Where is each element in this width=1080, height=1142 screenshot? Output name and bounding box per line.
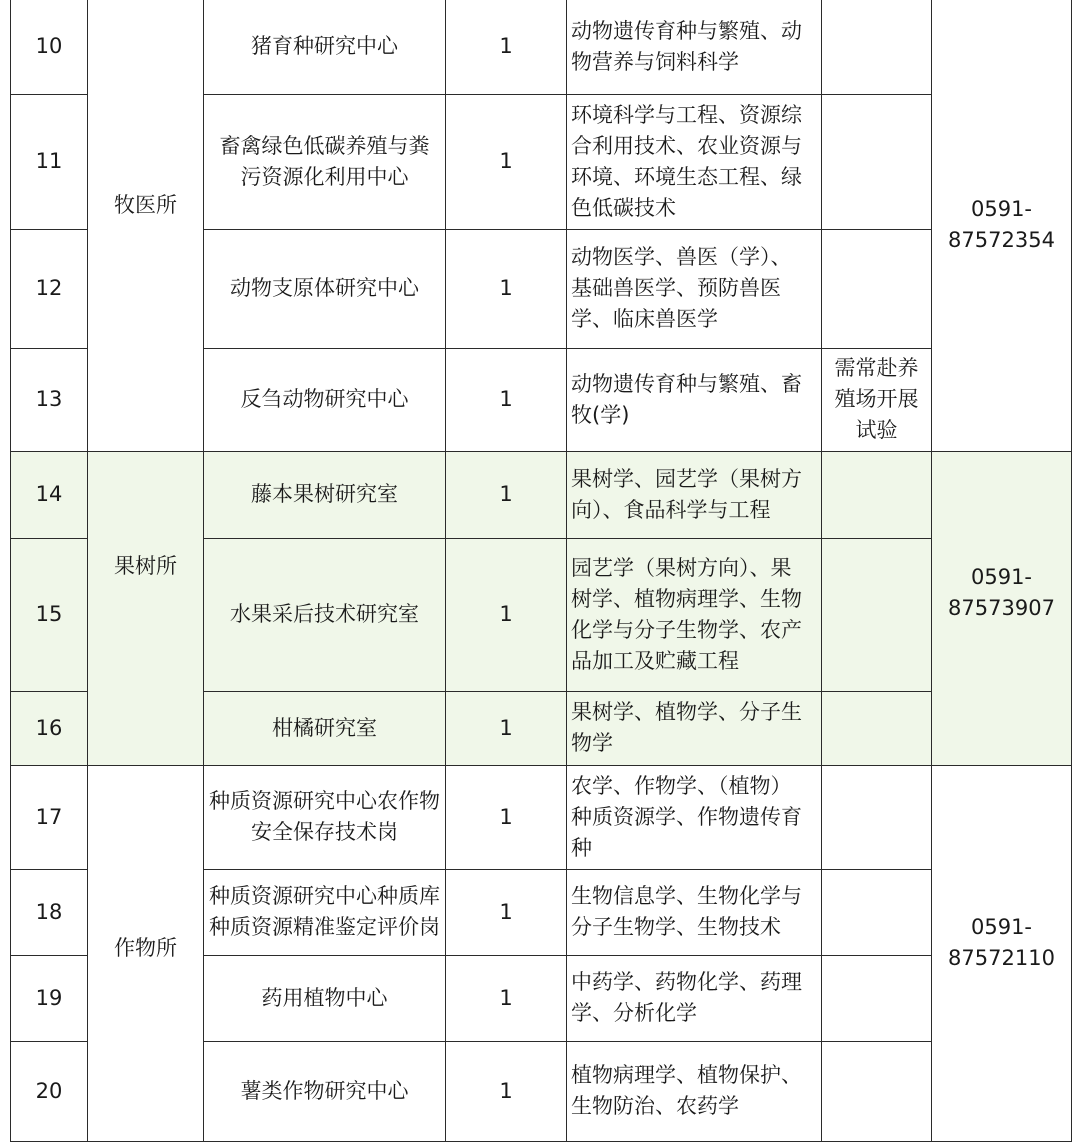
department-cell: 动物支原体研究中心	[204, 229, 446, 348]
majors-cell: 动物医学、兽医（学）、基础兽医学、预防兽医学、临床兽医学	[567, 229, 822, 348]
note-cell	[822, 538, 932, 691]
note-cell	[822, 869, 932, 955]
note-cell	[822, 0, 932, 94]
department-cell: 柑橘研究室	[204, 691, 446, 765]
row-number: 16	[11, 691, 88, 765]
row-number: 20	[11, 1041, 88, 1141]
count-cell: 1	[446, 765, 567, 869]
majors-cell: 果树学、园艺学（果树方向）、食品科学与工程	[567, 451, 822, 538]
department-cell: 畜禽绿色低碳养殖与粪污资源化利用中心	[204, 94, 446, 229]
department-cell: 药用植物中心	[204, 955, 446, 1041]
institute-cell: 果树所	[88, 451, 204, 765]
count-cell: 1	[446, 229, 567, 348]
row-number: 18	[11, 869, 88, 955]
department-cell: 藤本果树研究室	[204, 451, 446, 538]
row-number: 11	[11, 94, 88, 229]
majors-cell: 农学、作物学、（植物）种质资源学、作物遗传育种	[567, 765, 822, 869]
count-cell: 1	[446, 451, 567, 538]
note-cell	[822, 1041, 932, 1141]
majors-cell: 中药学、药物化学、药理学、分析化学	[567, 955, 822, 1041]
institute-cell: 作物所	[88, 765, 204, 1141]
row-number: 10	[11, 0, 88, 94]
phone-cell: 0591- 87572354	[932, 0, 1072, 451]
count-cell: 1	[446, 955, 567, 1041]
recruitment-table	[10, 0, 1072, 1142]
count-cell: 1	[446, 691, 567, 765]
count-cell: 1	[446, 0, 567, 94]
row-number: 15	[11, 538, 88, 691]
note-cell	[822, 94, 932, 229]
majors-cell: 环境科学与工程、资源综合利用技术、农业资源与环境、环境生态工程、绿色低碳技术	[567, 94, 822, 229]
count-cell: 1	[446, 94, 567, 229]
count-cell: 1	[446, 348, 567, 451]
department-cell: 水果采后技术研究室	[204, 538, 446, 691]
row-number: 12	[11, 229, 88, 348]
majors-cell: 动物遗传育种与繁殖、动物营养与饲料科学	[567, 0, 822, 94]
note-cell	[822, 765, 932, 869]
department-cell: 种质资源研究中心农作物安全保存技术岗	[204, 765, 446, 869]
count-cell: 1	[446, 869, 567, 955]
note-cell	[822, 451, 932, 538]
note-cell	[822, 691, 932, 765]
department-cell: 薯类作物研究中心	[204, 1041, 446, 1141]
department-cell: 反刍动物研究中心	[204, 348, 446, 451]
table-row	[11, 0, 1072, 94]
table-row	[11, 765, 1072, 869]
note-cell	[822, 229, 932, 348]
institute-cell: 牧医所	[88, 0, 204, 451]
phone-cell: 0591- 87572110	[932, 765, 1072, 1141]
count-cell: 1	[446, 1041, 567, 1141]
majors-cell: 动物遗传育种与繁殖、畜牧(学)	[567, 348, 822, 451]
row-number: 17	[11, 765, 88, 869]
majors-cell: 生物信息学、生物化学与分子生物学、生物技术	[567, 869, 822, 955]
department-cell: 种质资源研究中心种质库种质资源精准鉴定评价岗	[204, 869, 446, 955]
majors-cell: 果树学、植物学、分子生物学	[567, 691, 822, 765]
row-number: 14	[11, 451, 88, 538]
department-cell: 猪育种研究中心	[204, 0, 446, 94]
majors-cell: 园艺学（果树方向）、果树学、植物病理学、生物化学与分子生物学、农产品加工及贮藏工程	[567, 538, 822, 691]
row-number: 19	[11, 955, 88, 1041]
majors-cell: 植物病理学、植物保护、生物防治、农药学	[567, 1041, 822, 1141]
count-cell: 1	[446, 538, 567, 691]
note-cell: 需常赴养殖场开展试验	[822, 348, 932, 451]
phone-cell: 0591- 87573907	[932, 451, 1072, 765]
row-number: 13	[11, 348, 88, 451]
note-cell	[822, 955, 932, 1041]
table-row	[11, 451, 1072, 538]
